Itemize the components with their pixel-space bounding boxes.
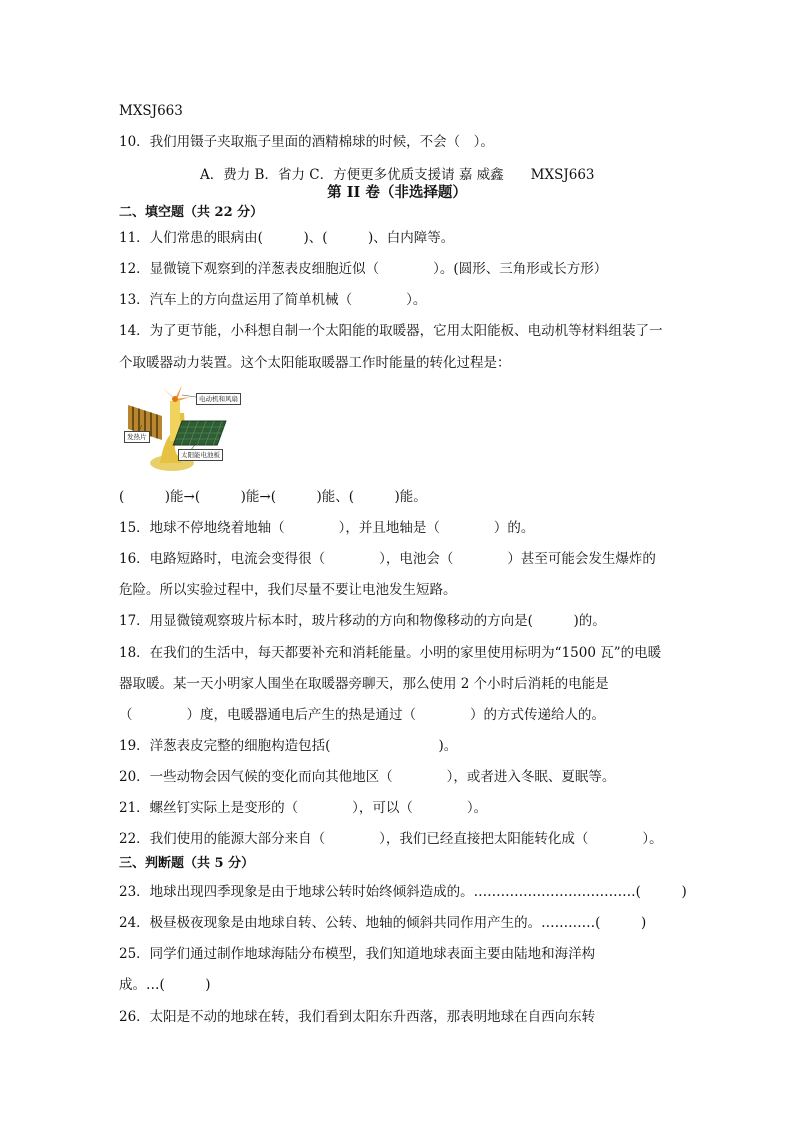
question-18-line-2: 器取暖。某一天小明家人围坐在取暖器旁聊天，那么使用 2 个小时后消耗的电能是 bbox=[119, 676, 609, 692]
section-title: 第 II 卷（非选择题） bbox=[327, 184, 467, 201]
question-18-line-3: （ ）度，电暖器通电后产生的热是通过（ ）的方式传递给人的。 bbox=[119, 707, 605, 723]
question-24: 24．极昼极夜现象是由地球自转、公转、地轴的倾斜共同作用产生的。…………( ) bbox=[119, 915, 647, 931]
question-13: 13．汽车上的方向盘运用了简单机械（ ）。 bbox=[119, 292, 427, 308]
label-heater: 发热片 bbox=[124, 431, 150, 443]
question-21: 21．螺丝钉实际上是变形的（ ），可以（ ）。 bbox=[119, 800, 488, 816]
question-15: 15．地球不停地绕着地轴（ ），并且地轴是（ ）的。 bbox=[119, 520, 535, 536]
label-solar-panel: 太阳能电池板 bbox=[178, 449, 223, 461]
question-11: 11．人们常患的眼病由( )、( )、白内障等。 bbox=[119, 230, 455, 246]
section-2-heading: 二、填空题（共 22 分） bbox=[119, 205, 264, 220]
question-17: 17．用显微镜观察玻片标本时，玻片移动的方向和物像移动的方向是( )的。 bbox=[119, 613, 606, 629]
question-12: 12．显微镜下观察到的洋葱表皮细胞近似（ ）。(圆形、三角形或长方形） bbox=[119, 261, 608, 277]
question-19: 19．洋葱表皮完整的细胞构造包括( )。 bbox=[119, 738, 458, 754]
question-16-line-1: 16．电路短路时，电流会变得很（ ），电池会（ ）甚至可能会发生爆炸的 bbox=[119, 551, 656, 567]
question-26: 26．太阳是不动的地球在转，我们看到太阳东升西落，那表明地球在自西向东转 bbox=[119, 1009, 596, 1025]
question-14-line-1: 14．为了更节能，小科想自制一个太阳能的取暖器，它用太阳能板、电动机等材料组装了一 bbox=[119, 323, 663, 339]
question-14-line-2: 个取暖器动力装置。这个太阳能取暖器工作时能量的转化过程是： bbox=[119, 355, 511, 371]
question-20: 20．一些动物会因气候的变化而向其他地区（ ），或者进入冬眠、夏眠等。 bbox=[119, 769, 616, 785]
question-16-line-2: 危险。所以实验过程中，我们尽量不要让电池发生短路。 bbox=[119, 582, 457, 598]
question-25-line-1: 25．同学们通过制作地球海陆分布模型，我们知道地球表面主要由陆地和海洋构 bbox=[119, 946, 596, 962]
question-10-choices: A．费力 B．省力 C．方便更多优质支援请 嘉 威鑫 MXSJ663 bbox=[200, 167, 595, 183]
question-23: 23．地球出现四季现象是由于地球公转时始终倾斜造成的。………………………………( ) bbox=[119, 884, 687, 900]
question-14-answer-line: ( )能→( )能→( )能、( )能。 bbox=[119, 489, 427, 505]
question-10: 10．我们用镊子夹取瓶子里面的酒精棉球的时候，不会（ ）。 bbox=[119, 134, 494, 150]
solar-heater-figure bbox=[120, 383, 255, 478]
header-code: MXSJ663 bbox=[119, 103, 183, 119]
question-22: 22．我们使用的能源大部分来自（ ），我们已经直接把太阳能转化成（ ）。 bbox=[119, 831, 663, 847]
question-25-line-2: 成。…( ) bbox=[119, 977, 211, 993]
question-18-line-1: 18．在我们的生活中，每天都要补充和消耗能量。小明的家里使用标明为“1500 瓦”的电暖 bbox=[119, 645, 662, 661]
section-3-heading: 三、判断题（共 5 分） bbox=[119, 856, 255, 871]
label-motor-fan: 电动机和风扇 bbox=[196, 393, 241, 405]
